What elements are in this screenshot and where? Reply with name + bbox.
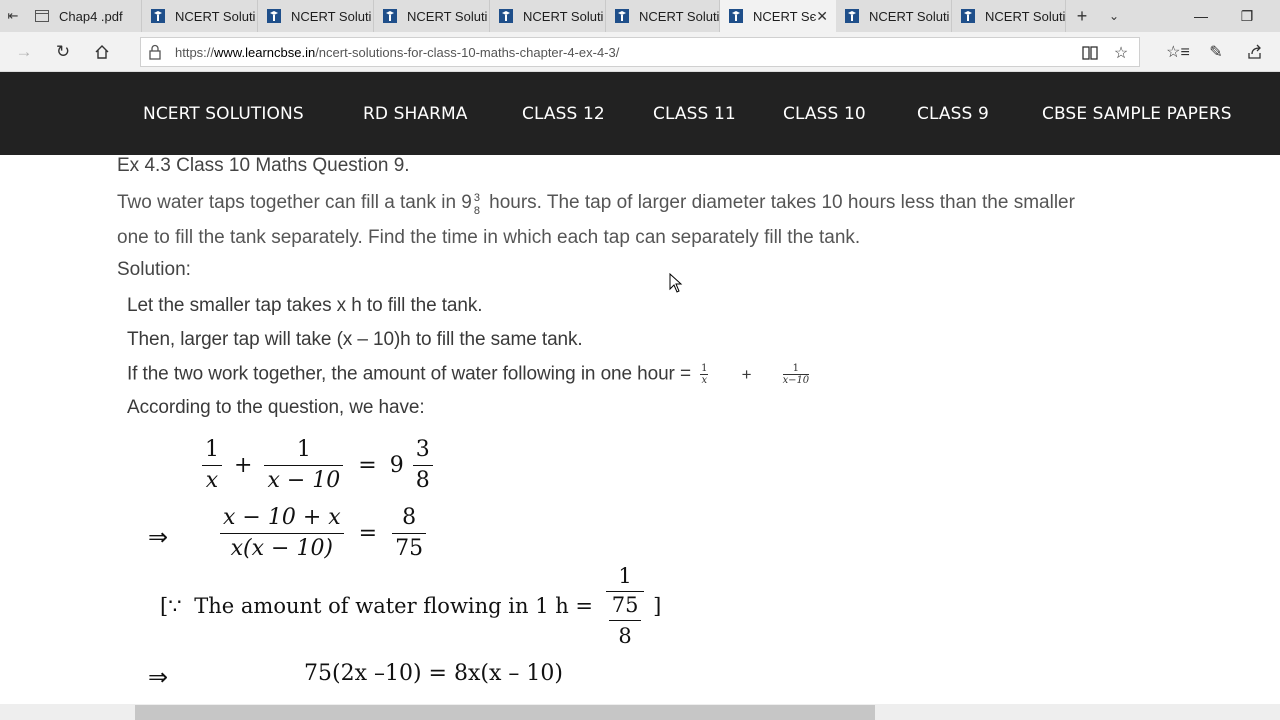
- favorite-star-icon[interactable]: ☆: [1113, 45, 1129, 62]
- learncbse-favicon-icon: [961, 9, 975, 23]
- eq1-equals: =: [358, 453, 377, 478]
- question-pre: Two water taps together can fill a tank in 9: [117, 192, 472, 213]
- article-content: [0, 155, 1280, 704]
- tab-ncert-6[interactable]: [836, 0, 952, 32]
- eq1-f1-num: 1: [202, 437, 222, 466]
- tab-ncert-5[interactable]: [606, 0, 720, 32]
- url-text: [175, 45, 619, 60]
- question-post: hours. The tap of larger diameter takes 10 hours less than the smaller one to fill the tank separately. Find the time in which each tap can separately fill the tank.: [117, 192, 1075, 248]
- minimize-icon[interactable]: —: [1194, 8, 1208, 24]
- mouse-cursor-icon: [669, 273, 683, 293]
- horizontal-scrollbar[interactable]: [0, 704, 1280, 720]
- nav-cbse-sample-papers[interactable]: CBSE SAMPLE PAPERS: [1042, 104, 1232, 124]
- eq3-den-num: 75: [609, 592, 642, 621]
- question-frac-num: 3: [473, 192, 480, 204]
- tab-title: NCERT Soluti: [523, 8, 604, 24]
- eq2-r-num: 8: [392, 505, 426, 534]
- inline-frac-2-den: x−10: [782, 375, 809, 386]
- nav-class-9[interactable]: CLASS 9: [917, 104, 989, 124]
- tab-title: NCERT Sє: [753, 8, 817, 24]
- eq3-open-bracket: [∵: [160, 594, 182, 618]
- eq3-num: 1: [606, 563, 645, 592]
- eq2-num: x − 10 + x: [220, 505, 344, 534]
- nav-class-12[interactable]: CLASS 12: [522, 104, 605, 124]
- inline-fraction-1-over-x: [700, 363, 708, 386]
- url-prefix: https://: [175, 45, 215, 60]
- tab-ncert-7[interactable]: [952, 0, 1066, 32]
- learncbse-favicon-icon: [151, 9, 165, 23]
- eq3-compound-fraction: [606, 563, 645, 649]
- tab-title: NCERT Soluti: [407, 8, 488, 24]
- url-host: www.learncbse.in: [214, 45, 316, 60]
- eq2-implies-arrow: ⇒: [148, 523, 169, 551]
- eq1-f3-den: 8: [415, 468, 430, 493]
- learncbse-favicon-icon: [499, 9, 513, 23]
- eq2-equals: =: [358, 521, 378, 546]
- restore-icon[interactable]: ❐: [1240, 7, 1254, 24]
- eq3-close-bracket: ]: [653, 594, 662, 618]
- url-path: /ncert-solutions-for-class-10-maths-chapter-4-ex-4-3/: [315, 45, 620, 60]
- tab-ncert-3[interactable]: [374, 0, 490, 32]
- learncbse-favicon-icon: [267, 9, 281, 23]
- tab-title: NCERT Soluti: [869, 8, 950, 24]
- eq1-plus: +: [234, 453, 253, 478]
- inline-plus: +: [741, 364, 752, 384]
- eq2-fraction-left: [220, 505, 344, 562]
- nav-rd-sharma[interactable]: RD SHARMA: [363, 104, 468, 124]
- site-navigation: [0, 72, 1280, 155]
- address-toolbar: [0, 32, 1280, 72]
- solution-label: Solution:: [117, 259, 191, 280]
- solution-line-3-text: If the two work together, the amount of water following in one hour =: [127, 363, 691, 385]
- tab-title: NCERT Soluti: [985, 8, 1066, 24]
- eq1-f2-den: x − 10: [267, 468, 341, 493]
- nav-ncert-solutions[interactable]: NCERT SOLUTIONS: [143, 104, 304, 124]
- eq2-r-den: 75: [395, 536, 424, 561]
- inline-frac-1-den: x: [701, 375, 708, 386]
- scrollbar-thumb[interactable]: [135, 705, 875, 720]
- eq3-den: [606, 592, 645, 649]
- question-title: Ex 4.3 Class 10 Maths Question 9.: [117, 155, 410, 176]
- eq3-text: The amount of water flowing in 1 h =: [194, 594, 594, 618]
- tab-ncert-active[interactable]: [720, 0, 836, 32]
- inline-frac-1-num: 1: [701, 363, 708, 374]
- learncbse-favicon-icon: [383, 9, 397, 23]
- eq1-whole: 9: [389, 453, 404, 478]
- nav-class-10[interactable]: CLASS 10: [783, 104, 866, 124]
- solution-line-1: Let the smaller tap takes x h to fill the tank.: [127, 295, 483, 316]
- solution-line-4: According to the question, we have:: [127, 397, 425, 418]
- tab-title: NCERT Soluti: [639, 8, 720, 24]
- question-text: [117, 185, 1097, 255]
- tab-close-icon[interactable]: ✕: [816, 8, 828, 24]
- tab-list-chevron-icon[interactable]: ⌄: [1108, 9, 1120, 23]
- reading-view-icon[interactable]: [1075, 42, 1105, 64]
- share-icon[interactable]: [1239, 36, 1271, 68]
- pen-notes-icon[interactable]: ✎: [1209, 44, 1223, 61]
- nav-class-11[interactable]: CLASS 11: [653, 104, 736, 124]
- eq2-den: x(x − 10): [230, 536, 334, 561]
- eq2-fraction-right: [392, 505, 426, 562]
- favorites-list-icon[interactable]: ☆≡: [1166, 44, 1190, 61]
- pdf-icon: [35, 10, 49, 22]
- question-mixed-fraction: [472, 190, 484, 217]
- eq1-fraction-2: [264, 437, 343, 494]
- inline-fraction-1-over-x-minus-10: [783, 363, 809, 386]
- equation-2: [218, 505, 428, 562]
- learncbse-favicon-icon: [845, 9, 859, 23]
- eq3-den-den: 8: [618, 624, 632, 648]
- home-icon[interactable]: [86, 36, 118, 68]
- tab-ncert-2[interactable]: [258, 0, 374, 32]
- equation-4: 75(2x –10) = 8x(x – 10): [304, 661, 563, 686]
- question-frac-den: 8: [473, 205, 480, 217]
- tab-title: NCERT Soluti: [291, 8, 372, 24]
- url-field[interactable]: [140, 37, 1140, 67]
- tab-ncert-4[interactable]: [490, 0, 606, 32]
- eq4-implies-arrow: ⇒: [148, 663, 169, 691]
- tab-preview-icon[interactable]: ⇤: [7, 8, 19, 23]
- equation-1: [200, 437, 435, 494]
- learncbse-favicon-icon: [729, 9, 743, 23]
- tab-title: Chap4 .pdf: [59, 8, 123, 24]
- eq1-f3-num: 3: [413, 437, 433, 466]
- solution-line-3: [127, 363, 809, 386]
- new-tab-plus-icon[interactable]: +: [1076, 5, 1088, 26]
- tab-strip: [0, 0, 1280, 32]
- learncbse-favicon-icon: [615, 9, 629, 23]
- lock-icon[interactable]: [149, 44, 161, 60]
- tab-title: NCERT Soluti: [175, 8, 256, 24]
- eq1-fraction-3: [413, 437, 433, 494]
- eq1-f1-den: x: [205, 468, 219, 493]
- eq1-fraction-1: [202, 437, 222, 494]
- eq3-inner-fraction: [609, 592, 642, 649]
- solution-line-2: Then, larger tap will take (x – 10)h to fill the same tank.: [127, 329, 583, 350]
- equation-3-note: [160, 563, 661, 649]
- forward-arrow-icon[interactable]: →: [15, 42, 33, 61]
- refresh-icon[interactable]: ↻: [55, 42, 71, 61]
- tab-chap4-pdf[interactable]: [26, 0, 142, 32]
- eq1-f2-num: 1: [264, 437, 343, 466]
- tab-ncert-1[interactable]: [142, 0, 258, 32]
- inline-frac-2-num: 1: [783, 363, 809, 375]
